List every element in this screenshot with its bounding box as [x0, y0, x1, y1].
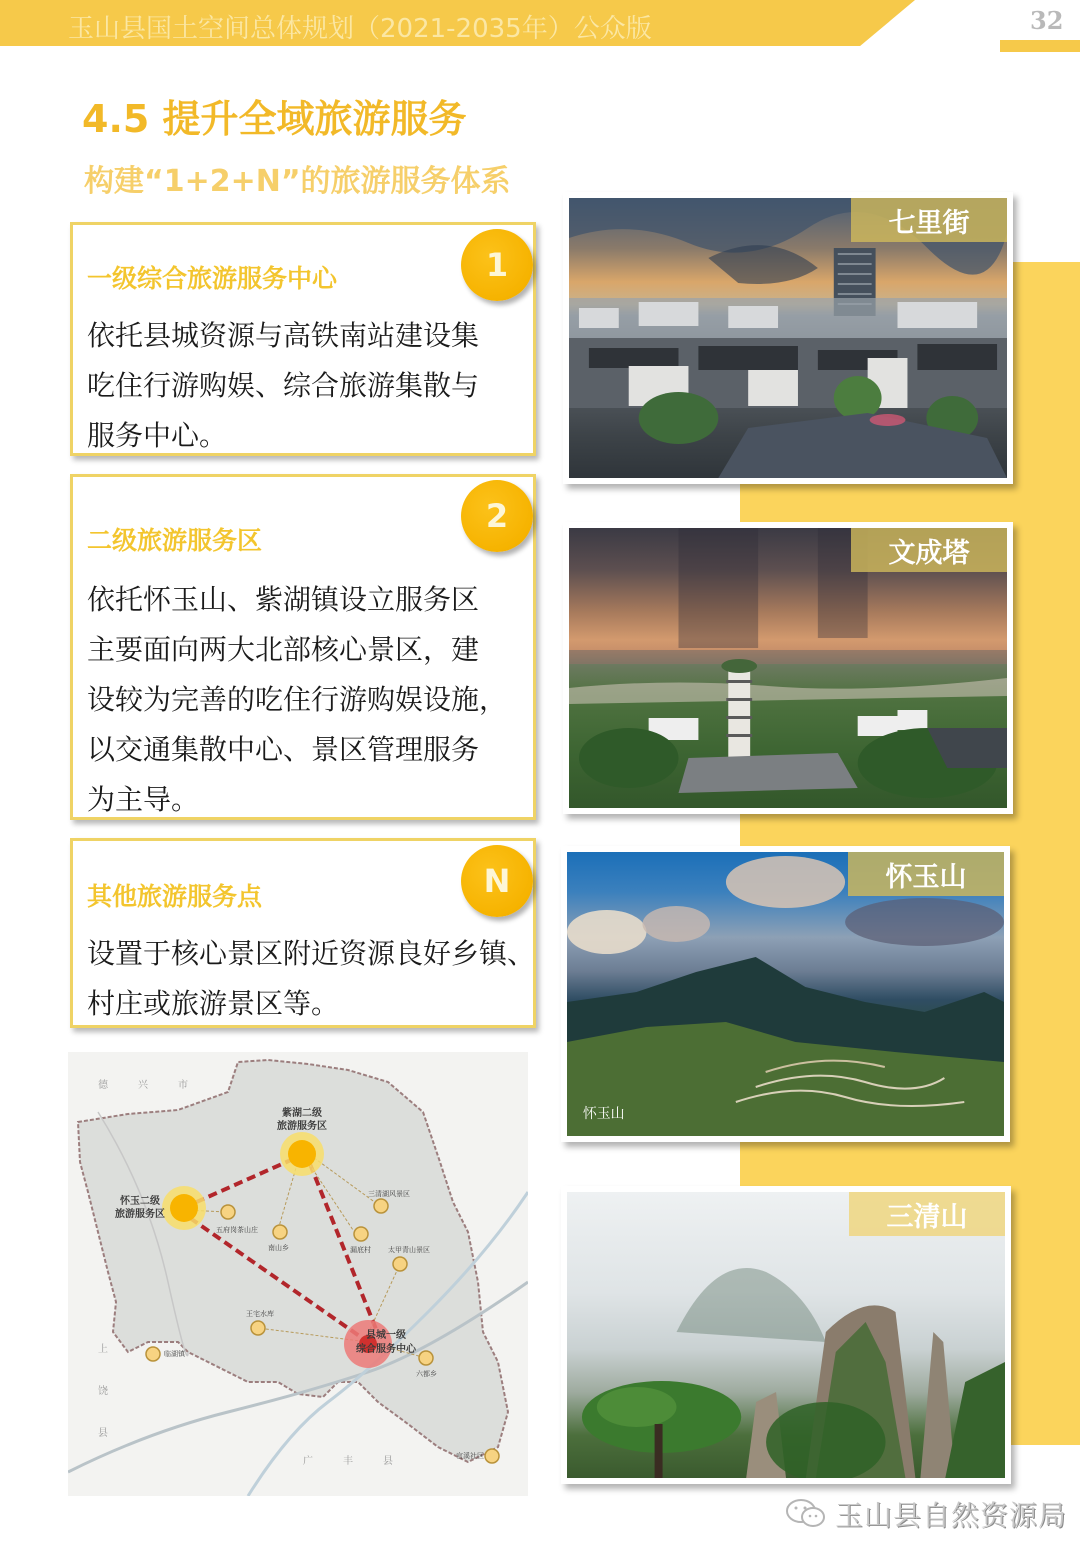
section-subheading: 构建“1+2+N”的旅游服务体系 [84, 164, 511, 199]
tier-badge-n: N [461, 845, 533, 917]
description-line: 为主导。 [87, 783, 200, 816]
map-neighbor-west-3: 县 [98, 1428, 108, 1439]
photo-label: 三清山 [849, 1192, 1005, 1236]
map-neighbor-south: 广丰县 [303, 1456, 423, 1467]
map-label-point: 五府岗茶山庄 [216, 1226, 258, 1234]
description-line: 设置于核心景区附近资源良好乡镇、 [87, 937, 536, 970]
description-line: 村庄或旅游景区等。 [87, 987, 340, 1020]
document-title: 玉山县国土空间总体规划（2021-2035年）公众版 [68, 14, 652, 44]
map-label-primary-1: 县城一级 [366, 1330, 406, 1341]
map-label-point: 官溪社区 [456, 1452, 484, 1460]
secondary-center-huaiyu [162, 1186, 206, 1230]
wechat-icon [785, 1497, 827, 1531]
photo-label: 怀玉山 [848, 852, 1004, 896]
tier-description [87, 929, 535, 1029]
page-number: 32 [1030, 6, 1064, 35]
description-line: 以交通集散中心、景区管理服务 [87, 733, 480, 766]
tier-description [87, 575, 507, 825]
map-neighbor-west-2: 饶 [98, 1386, 108, 1397]
map-label-zihu-2: 旅游服务区 [277, 1121, 327, 1132]
tier-title: 一级综合旅游服务中心 [87, 264, 338, 293]
page-number-underline [1000, 40, 1080, 52]
map-label-point: 临湖镇 [164, 1350, 185, 1358]
map-label-point: 太甲青山景区 [388, 1246, 430, 1254]
photo-card-wenchengta [563, 522, 1013, 814]
mountain-inscription: 怀玉山 [582, 1105, 625, 1123]
tier-title: 二级旅游服务区 [87, 526, 263, 555]
tier-title: 其他旅游服务点 [87, 882, 263, 911]
description-line: 设较为完善的吃住行游购娱设施， [87, 683, 508, 716]
tier-description [87, 311, 479, 461]
secondary-center-zihu [280, 1132, 324, 1176]
map-label-huaiyu-2: 旅游服务区 [115, 1209, 165, 1220]
section-heading: 4.5 提升全域旅游服务 [82, 97, 467, 141]
photo-label: 文成塔 [851, 528, 1007, 572]
map-label-point: 三清湖风景区 [368, 1190, 410, 1198]
map-neighbor-west-1: 上 [98, 1344, 108, 1355]
map-label-point: 六都乡 [416, 1370, 437, 1378]
map-label-point: 漏底村 [350, 1246, 371, 1254]
map-label-huaiyu-1: 怀玉二级 [120, 1196, 160, 1207]
map-label-point: 王宅水库 [246, 1310, 274, 1318]
photo-old-town [569, 198, 1007, 478]
map-label-primary-2: 综合服务中心 [356, 1344, 416, 1355]
tier-badge-2: 2 [461, 480, 533, 552]
description-line: 吃住行游购娱、综合旅游集散与 [87, 369, 480, 402]
photo-mountain [567, 852, 1004, 1136]
photo-misty-peaks [567, 1192, 1005, 1478]
description-line: 依托怀玉山、紫湖镇设立服务区 [87, 583, 480, 616]
county-map-svg [68, 1052, 528, 1496]
photo-pagoda [569, 528, 1007, 808]
photo-card-qilijie [563, 192, 1013, 484]
watermark-text: 玉山县自然资源局 [835, 1499, 1068, 1532]
tier-badge-1: 1 [461, 229, 533, 301]
photo-label: 七里街 [851, 198, 1007, 242]
map-label-zihu-1: 紫湖二级 [282, 1108, 322, 1119]
tourism-service-map [68, 1052, 528, 1496]
photo-card-huaiyushan [561, 846, 1010, 1142]
map-neighbor-north: 德兴市 [98, 1080, 218, 1091]
wechat-watermark [785, 1494, 1067, 1534]
map-label-point: 南山乡 [268, 1244, 289, 1252]
description-line: 服务中心。 [87, 419, 228, 452]
description-line: 主要面向两大北部核心景区，建 [87, 633, 480, 666]
description-line: 依托县城资源与高铁南站建设集 [87, 319, 480, 352]
photo-card-sanqingshan [561, 1186, 1011, 1484]
